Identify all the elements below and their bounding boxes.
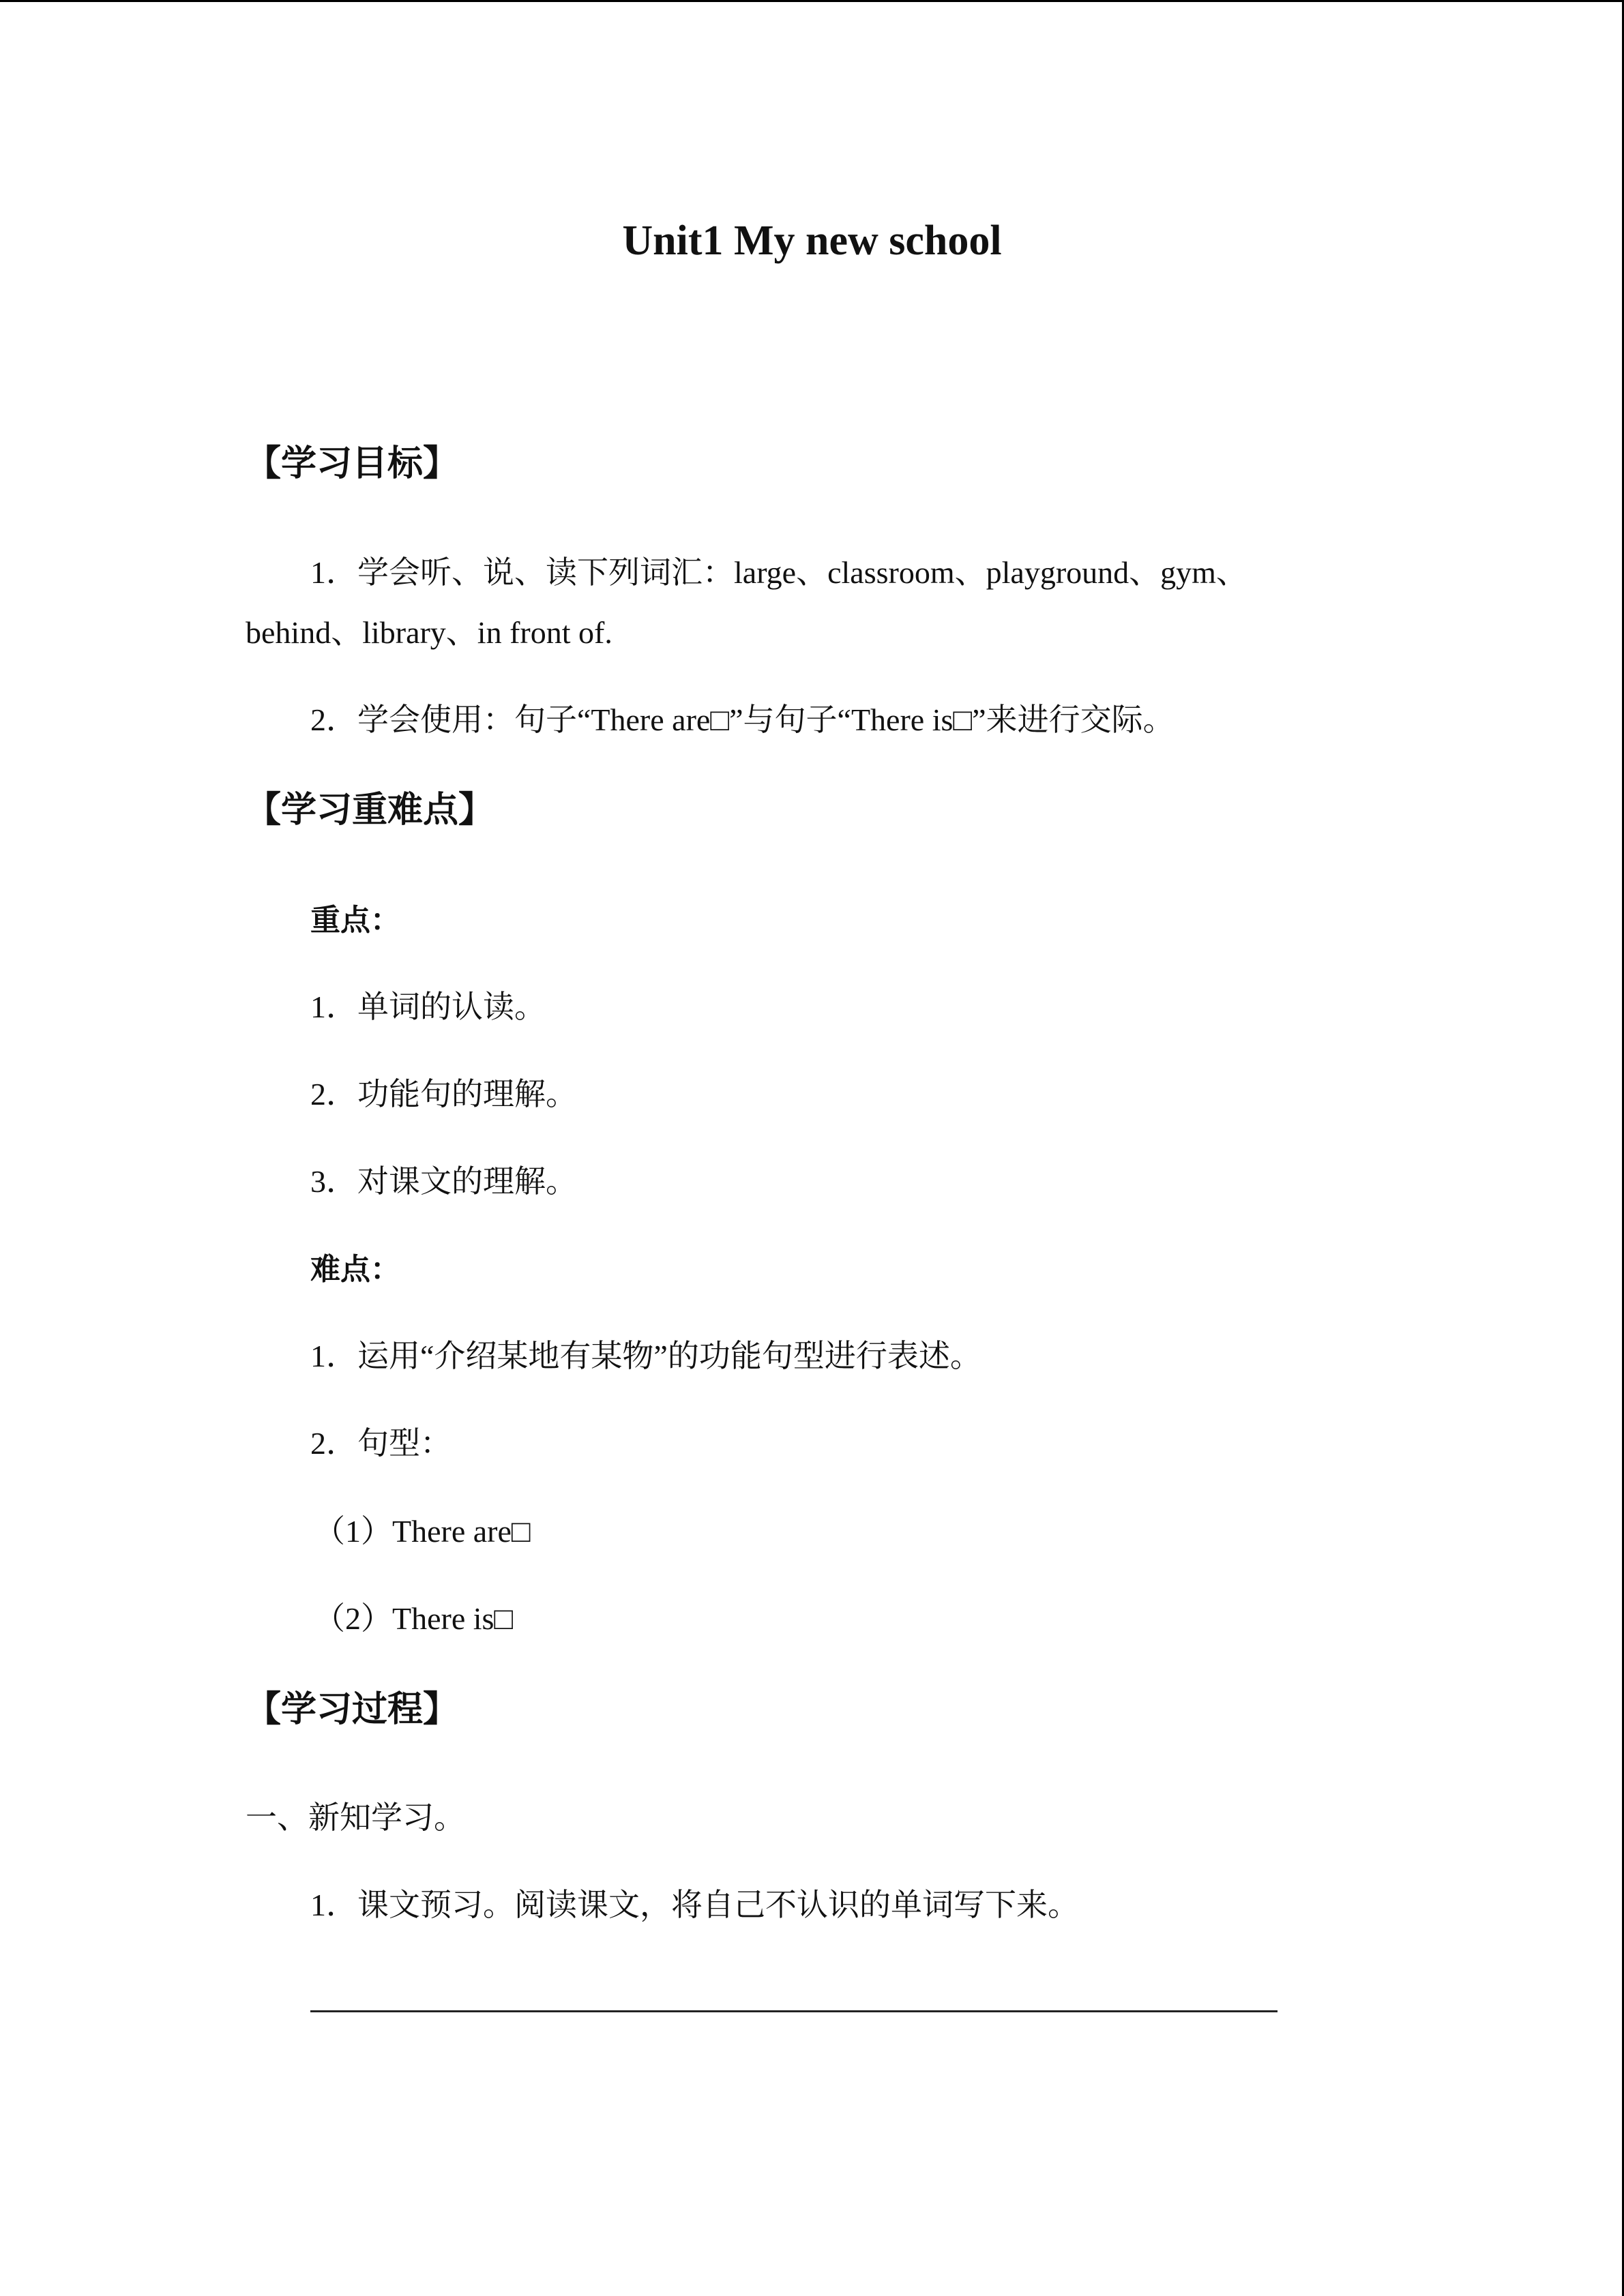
- objective-item-1-line-2: behind、library、in front of.: [246, 615, 612, 650]
- process-part-1-item-1: 1．课文预习。阅读课文，将自己不认识的单词写下来。: [310, 1888, 1079, 1922]
- answer-blank-line: [310, 2010, 1278, 2012]
- document-title: Unit1 My new school: [622, 218, 1002, 264]
- section-heading-objectives: 【学习目标】: [246, 443, 459, 484]
- section-heading-process: 【学习过程】: [246, 1689, 459, 1730]
- process-part-1: 一、新知学习。: [246, 1800, 465, 1835]
- section-heading-key-points: 【学习重难点】: [246, 790, 494, 831]
- focus-item-3: 3．对课文的理解。: [310, 1164, 577, 1199]
- difficulty-label: 难点：: [310, 1252, 400, 1287]
- focus-item-1: 1．单词的认读。: [310, 989, 546, 1024]
- page-top-border: [0, 0, 1624, 2]
- difficulty-pattern-2: （2）There is□: [314, 1601, 514, 1636]
- objective-item-2: 2．学会使用：句子“There are□”与句子“There is□”来进行交际。: [310, 702, 1175, 737]
- difficulty-pattern-1: （1）There are□: [314, 1514, 531, 1549]
- objective-item-1-line-1: 1．学会听、说、读下列词汇：large、classroom、playground、gym、: [310, 555, 1247, 590]
- difficulty-item-1: 1．运用“介绍某地有某物”的功能句型进行表述。: [310, 1339, 981, 1373]
- focus-label: 重点：: [310, 903, 400, 938]
- difficulty-item-2: 2．句型：: [310, 1426, 452, 1461]
- focus-item-2: 2．功能句的理解。: [310, 1077, 577, 1112]
